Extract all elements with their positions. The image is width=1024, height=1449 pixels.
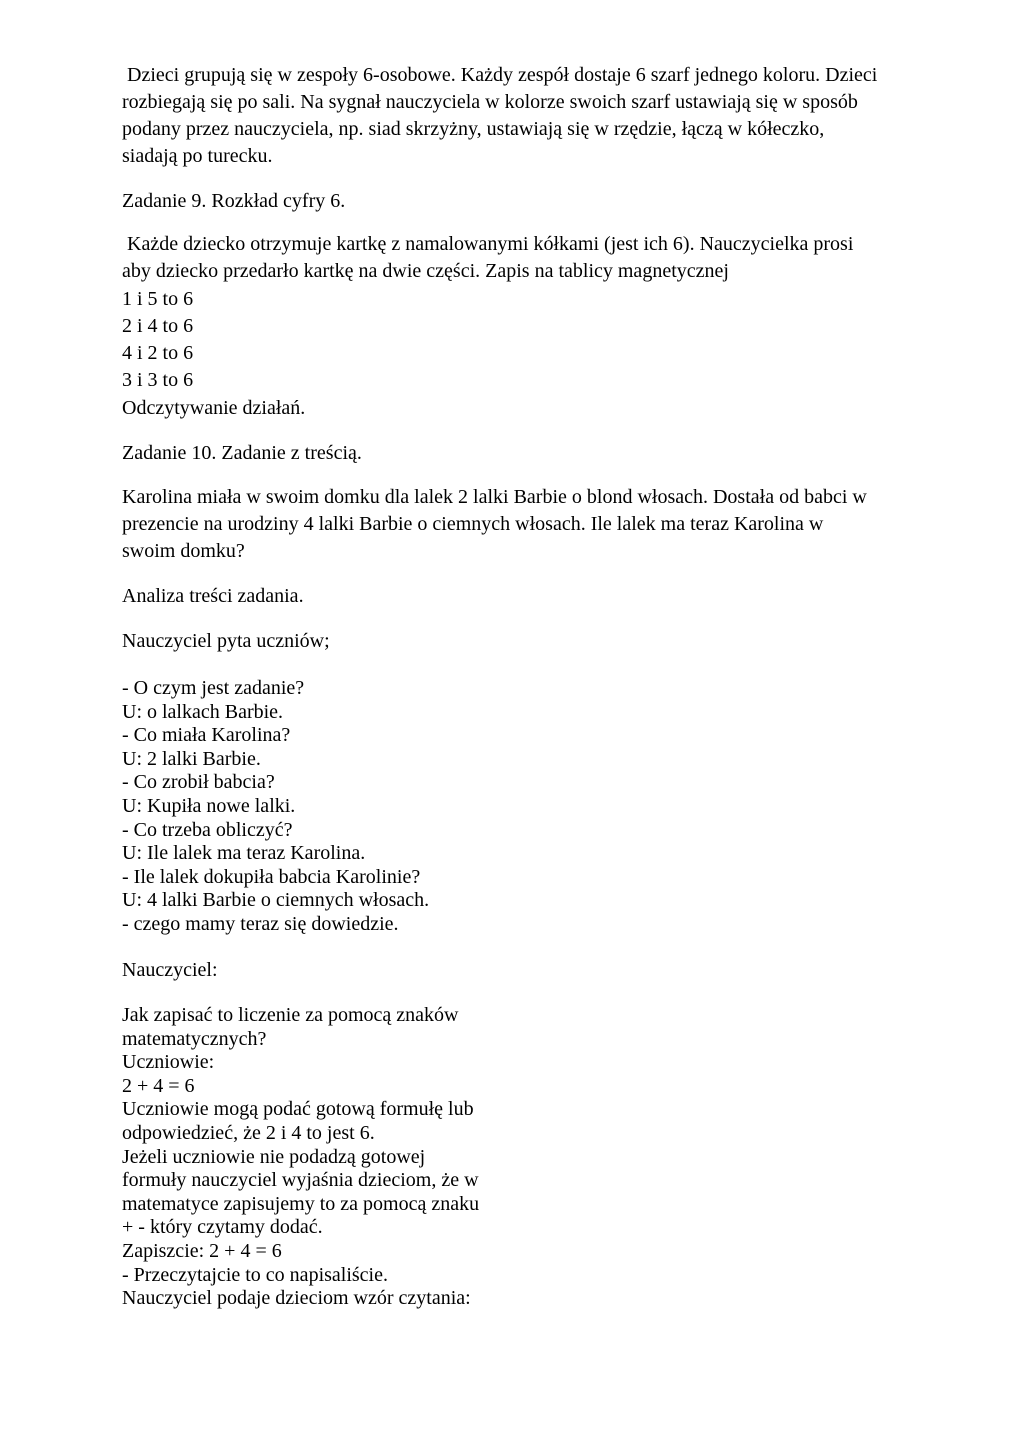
task9-heading: Zadanie 9. Rozkład cyfry 6. [122,190,346,212]
notation-line: odpowiedzieć, że 2 i 4 to jest 6. [122,1121,375,1144]
intro-paragraph [122,62,982,170]
notation-line: + - który czytamy dodać. [122,1216,323,1239]
notation-line: matematycznych? [122,1027,267,1050]
dialogue-answer: U: 2 lalki Barbie. [122,747,261,770]
dialogue-question: - Ile lalek dokupiła babcia Karolinie? [122,865,421,888]
task10-problem [122,484,982,565]
paragraph-line: siadają po turecku. [122,145,273,167]
decomposition-line: 1 i 5 to 6 [122,287,194,310]
dialogue-answer: U: Ile lalek ma teraz Karolina. [122,842,366,865]
task10-heading: Zadanie 10. Zadanie z treścią. [122,442,362,464]
dialogue-answer: U: 4 lalki Barbie o ciemnych włosach. [122,889,430,912]
paragraph-line: prezencie na urodziny 4 lalki Barbie o ciemnych włosach. Ile lalek ma teraz Karolina w [122,513,824,535]
paragraph-line: Karolina miała w swoim domku dla lalek 2 lalki Barbie o blond włosach. Dostała od babci w [122,486,867,508]
notation-line: Uczniowie: [122,1051,215,1074]
paragraph-line: podany przez nauczyciela, np. siad skrzyżny, ustawiają się w rzędzie, łączą w kółeczko, [122,118,825,140]
analysis-heading-block [122,583,982,610]
dialogue-question: - Co trzeba obliczyć? [122,818,293,841]
dialogue-question: - O czym jest zadanie? [122,677,305,699]
paragraph-line: Dzieci grupują się w zespoły 6-osobowe. Każdy zespół dostaje 6 szarf jednego koloru. Dzieci [122,64,878,86]
paragraph-line: swoim domku? [122,540,245,562]
teacher-asks-line: Nauczyciel pyta uczniów; [122,630,330,652]
paragraph-line: rozbiegają się po sali. Na sygnał nauczyciela w kolorze swoich szarf ustawiają się w sposób [122,91,858,113]
dialogue-question: - Co zrobił babcia? [122,771,275,794]
paragraph-line: aby dziecko przedarło kartkę na dwie części. Zapis na tablicy magnetycznej [122,260,729,283]
task10-heading-block [122,440,982,467]
equation-line: 2 + 4 = 6 [122,1074,195,1097]
paragraph-line: Każde dziecko otrzymuje kartkę z namalowanymi kółkami (jest ich 6). Nauczycielka prosi [122,233,854,255]
task9-closing: Odczytywanie działań. [122,396,306,419]
notation-section [122,1004,982,1311]
notation-line: Jeżeli uczniowie nie podadzą gotowej [122,1145,426,1168]
notation-line: Nauczyciel podaje dzieciom wzór czytania: [122,1287,471,1310]
teacher-label-block [122,957,982,984]
notation-line: Uczniowie mogą podać gotową formułę lub [122,1098,474,1121]
decomposition-line: 2 i 4 to 6 [122,314,194,337]
decomposition-line: 3 i 3 to 6 [122,369,194,392]
decomposition-line: 4 i 2 to 6 [122,342,194,365]
teacher-label: Nauczyciel: [122,959,218,981]
teacher-asks-block [122,628,982,655]
analysis-heading: Analiza treści zadania. [122,585,304,607]
notation-line: Jak zapisać to liczenie za pomocą znaków [122,1004,459,1026]
dialogue-answer: U: o lalkach Barbie. [122,700,284,723]
task9-heading-block [122,188,982,215]
dialogue-question: - czego mamy teraz się dowiedzie. [122,912,399,935]
dialogue-question: - Co miała Karolina? [122,724,291,747]
task9-body [122,231,982,422]
notation-line: - Przeczytajcie to co napisaliście. [122,1263,388,1286]
dialogue-answer: U: Kupiła nowe lalki. [122,794,296,817]
equation-line: Zapiszcie: 2 + 4 = 6 [122,1239,282,1262]
notation-line: matematyce zapisujemy to za pomocą znaku [122,1192,480,1215]
notation-line: formuły nauczyciel wyjaśnia dzieciom, że w [122,1169,479,1192]
dialogue-list [122,677,982,937]
